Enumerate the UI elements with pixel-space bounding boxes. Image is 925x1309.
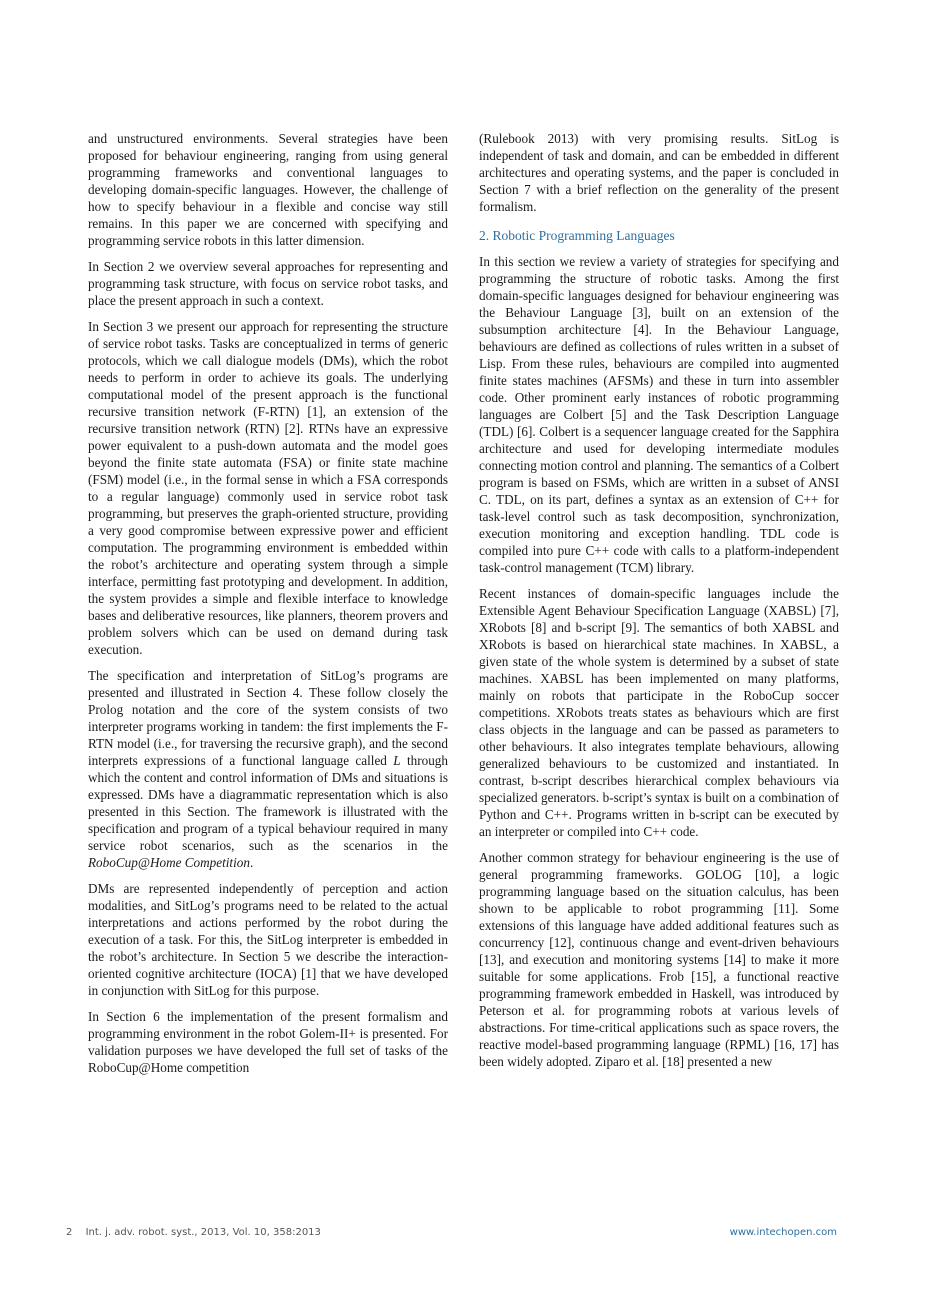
journal-citation: Int. j. adv. robot. syst., 2013, Vol. 10, 358:2013 [85, 1227, 321, 1238]
paragraph [88, 667, 448, 871]
section-heading: 2. Robotic Programming Languages [479, 228, 675, 243]
left-column [88, 130, 448, 1085]
paragraph: In Section 6 the implementation of the present formalism and programming environment in the robot Golem-II+ is presented. For validation purposes we have developed the full set of tasks of the RoboCup@Home competition [88, 1009, 448, 1075]
paragraph: In Section 2 we overview several approaches for representing and programming task structure, with focus on service robot tasks, and place the present approach in such a context. [88, 259, 448, 308]
paragraph: (Rulebook 2013) with very promising results. SitLog is independent of task and domain, and can be embedded in different architectures and operating systems, and the paper is concluded in Section 7 with a brief reflection on the generality of the present formalism. [479, 131, 839, 214]
paragraph-text: . [249, 855, 254, 870]
right-column [479, 130, 839, 1079]
paragraph: and unstructured environments. Several strategies have been proposed for behaviour engineering, ranging from using general programming frameworks and conventional languages to developing domain-specific languages. However, the challenge of how to specify behaviour in a flexible and concise way still remains. In this paper we are concerned with specifying and programming service robots in this latter dimension. [88, 131, 448, 248]
paragraph: Another common strategy for behaviour engineering is the use of general programming frameworks. GOLOG [10], a logic programming language based on the situation calculus, has been shown to be applicable to robot programming [11]. Some extensions of this language have added additional features such as concurrency [12], continuous change and event-driven behaviours [13], and execution and monitoring systems [14] to make it more suitable for some applications. Frob [15], a functional reactive programming framework embedded in Haskell, was introduced by Peterson et al. for programming robots at various levels of abstractions. For time-critical applications such as space rovers, the reactive model-based programming language (RPML) [16, 17] has been widely adopted. Ziparo et al. [18] presented a new [479, 850, 839, 1069]
language-name-italic: L [393, 753, 401, 768]
paragraph: DMs are represented independently of perception and action modalities, and SitLog’s programs need to be related to the actual interpretations and actions performed by the robot during the execution of a task. For this, the SitLog interpreter is embedded in the robot’s architecture. In Section 5 we describe the interaction-oriented cognitive architecture (IOCA) [1] that we have developed in conjunction with SitLog for this purpose. [88, 881, 448, 998]
paragraph-text: through which the content and control information of DMs and situations is expressed. DMs have a diagrammatic representation which is also presented in this Section. The framework is illustrated with the specification and program of a typical behaviour required in many service robot scenarios, such as the scenarios in the [88, 753, 448, 853]
footer-citation [66, 1227, 321, 1238]
paragraph-text: The specification and interpretation of SitLog’s programs are presented and illustrated in Section 4. These follow closely the Prolog notation and the core of the system consists of two interpreter programs working in tandem: the first implements the F-RTN model (i.e., for traversing the recursive graph), and the second interprets expressions of a functional language called [88, 668, 448, 768]
paragraph: Recent instances of domain-specific languages include the Extensible Agent Behaviour Specification Language (XABSL) [7], XRobots [8] and b-script [9]. The semantics of both XABSL and XRobots is based on hierarchical state machines. In XABSL, a given state of the whole system is determined by a subset of state machines. XABSL has been implemented on many platforms, mainly on robots that participate in the RoboCup soccer competitions. XRobots treats states as behaviours which are first class objects in the language and can be passed as parameters to other behaviours. It also integrates template behaviours, allowing generalized behaviours to be customized and instantiated. In contrast, b-script describes hierarchical complex behaviours via specialized generators. b-script’s syntax is built on a combination of Python and C++. Programs written in b-script can be executed by an interpreter or compiled into C++ code. [479, 586, 839, 839]
footer-url-link[interactable]: www.intechopen.com [729, 1227, 837, 1238]
paragraph: In this section we review a variety of strategies for specifying and programming the structure of robotic tasks. Among the first domain-specific languages designed for behaviour engineering was the Behaviour Language [3], built on an extension of the subsumption architecture [4]. In the Behaviour Language, behaviours are defined as collections of rules written in a subset of Lisp. From these rules, behaviours are compiled into augmented finite states machines (AFSMs) and these in turn into assembler code. Other prominent early instances of robotic programming languages are Colbert [5] and the Task Description Language (TDL) [6]. Colbert is a sequencer language created for the Sapphira architecture and used for developing intermediate modules connecting motion control and planning. The semantics of a Colbert program is based on FSMs, which are written in a subset of ANSI C. TDL, on its part, defines a syntax as an extension of C++ for task-level control such as task decomposition, synchronization, execution monitoring and exception handling. TDL code is compiled into pure C++ code with calls to a platform-independent task-control management (TCM) library. [479, 254, 839, 575]
page-number: 2 [66, 1227, 73, 1238]
competition-name-italic: RoboCup@Home Competition [88, 855, 250, 870]
paragraph: In Section 3 we present our approach for representing the structure of service robot tasks. Tasks are conceptualized in terms of generic protocols, which we call dialogue models (DMs), which the robot needs to perform in order to achieve its goals. The underlying computational model of the present approach is the functional recursive transition network (F-RTN) [1], an extension of the recursive transition network (RTN) [2]. RTNs have an expressive power equivalent to a push-down automata and the model goes beyond the finite state automata (FSA) or finite state machine (FSM) model (i.e., in the formal sense in which a FSA corresponds to a regular language) commonly used in service robot task programming, but preserves the graph-oriented structure, providing a very good compromise between expressive power and efficient computation. The programming environment is embedded within the robot’s architecture and operating system through a simple interface, permitting fast prototyping and development. In addition, the system provides a simple and flexible interface to knowledge bases and deliberative resources, like planners, theorem provers and problem solvers which can be used on demand during task execution. [88, 319, 448, 657]
